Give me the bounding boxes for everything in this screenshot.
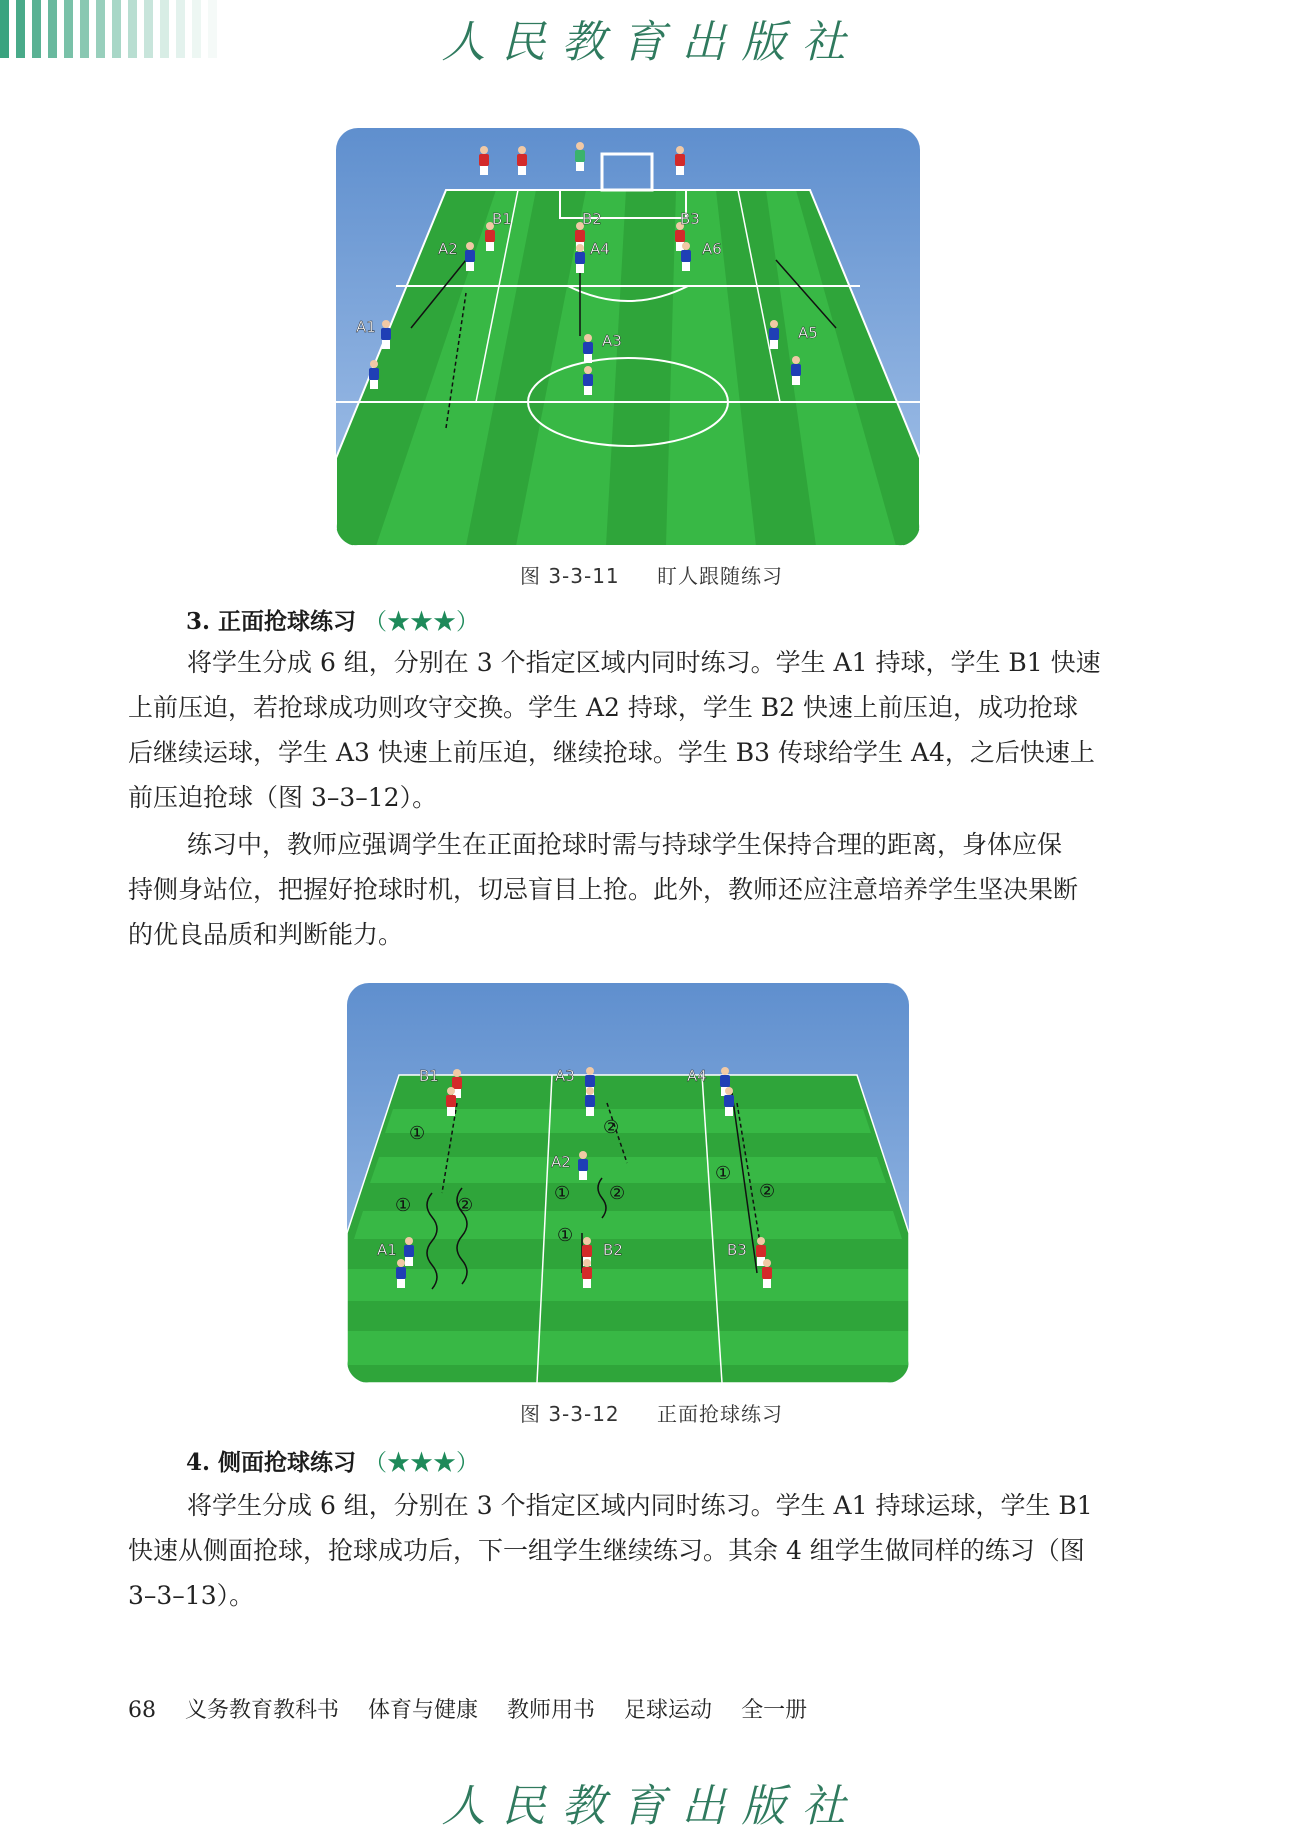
paragraph-line: 快速从侧面抢球，抢球成功后，下一组学生继续练习。其余 4 组学生做同样的练习（图: [128, 1536, 1085, 1565]
player-label: B2: [582, 210, 602, 228]
paragraph-line: 将学生分成 6 组，分别在 3 个指定区域内同时练习。学生 A1 持球运球，学生 B1: [187, 1491, 1093, 1520]
figure-1-title: 盯人跟随练习: [657, 564, 784, 588]
player-A4: [575, 244, 585, 273]
paragraph-line: 上前压迫，若抢球成功则攻守交换。学生 A2 持球，学生 B2 快速上前压迫，成功抢球: [128, 693, 1079, 722]
section-3-title: 3. 正面抢球练习: [186, 608, 357, 635]
waiting-player: [762, 1259, 772, 1288]
section-4-difficulty-stars: （★★★）: [364, 1450, 480, 1476]
publisher-logo-bottom: 人民教育出版社: [441, 1781, 862, 1832]
figure-2-caption: [0, 1398, 1303, 1427]
player-label: B3: [680, 210, 700, 228]
player-label: A3: [555, 1067, 575, 1085]
waiting-player: [585, 1087, 595, 1116]
defender-player: [675, 146, 685, 175]
paragraph-line: 的优良品质和判断能力。: [128, 920, 404, 949]
defender-player: [517, 146, 527, 175]
sequence-marker: ①: [409, 1123, 426, 1144]
player-label: A2: [551, 1153, 571, 1171]
sequence-marker: ①: [395, 1195, 412, 1216]
book-subject: 体育与健康: [368, 1698, 479, 1723]
paragraph-line: 3–3–13）。: [128, 1581, 255, 1610]
figure-marking-drill-diagram: [336, 128, 920, 546]
paragraph-line: 练习中，教师应强调学生在正面抢球时需与持球学生保持合理的距离，身体应保: [187, 830, 1063, 859]
section-4-heading: [186, 1444, 479, 1477]
waiting-player: [582, 1259, 592, 1288]
goalkeeper-player: [575, 142, 585, 171]
player-A2: [465, 242, 475, 271]
defender-player: [479, 146, 489, 175]
waiting-player: [369, 360, 379, 389]
player-A1: [381, 320, 391, 349]
sequence-marker: ①: [554, 1183, 571, 1204]
player-label: B1: [419, 1067, 439, 1085]
sequence-marker: ②: [759, 1181, 776, 1202]
page-footer: [128, 1693, 829, 1724]
paragraph-line: 前压迫抢球（图 3–3–12）。: [128, 783, 438, 812]
sequence-marker: ②: [603, 1117, 620, 1138]
waiting-player: [791, 356, 801, 385]
paragraph-line: 持侧身站位，把握好抢球时机，切忌盲目上抢。此外，教师还应注意培养学生坚决果断: [128, 875, 1079, 904]
player-label: B2: [603, 1241, 623, 1259]
player-label: A2: [438, 240, 458, 258]
section-3-heading: [186, 603, 479, 636]
paragraph-line: 后继续运球，学生 A3 快速上前压迫，继续抢球。学生 B3 传球给学生 A4，之后快速上: [128, 738, 1095, 767]
page-number: 68: [128, 1698, 156, 1723]
book-series: 义务教育教科书: [185, 1698, 340, 1723]
player-label: A5: [798, 324, 818, 342]
player-label: A4: [590, 240, 610, 258]
player-label: B1: [492, 210, 512, 228]
player-A1: [404, 1237, 414, 1266]
player-label: B3: [727, 1241, 747, 1259]
sequence-marker: ①: [557, 1225, 574, 1246]
section-3-difficulty-stars: （★★★）: [364, 609, 480, 635]
sequence-marker: ②: [609, 1183, 626, 1204]
figure-2-title: 正面抢球练习: [657, 1402, 784, 1426]
paragraph-line: 将学生分成 6 组，分别在 3 个指定区域内同时练习。学生 A1 持球，学生 B1 快速: [187, 648, 1101, 677]
player-A5: [769, 320, 779, 349]
waiting-player: [396, 1259, 406, 1288]
player-label: A6: [702, 240, 722, 258]
player-A6: [681, 242, 691, 271]
sequence-marker: ①: [715, 1163, 732, 1184]
figure-2-number: 图 3-3-12: [519, 1402, 620, 1426]
section-3-paragraph-1: [128, 640, 1128, 820]
waiting-player: [583, 366, 593, 395]
figure-1-number: 图 3-3-11: [519, 564, 620, 588]
player-A3: [583, 334, 593, 363]
player-label: A3: [602, 332, 622, 350]
waiting-player: [446, 1087, 456, 1116]
waiting-player: [724, 1087, 734, 1116]
section-4-title: 4. 侧面抢球练习: [186, 1449, 357, 1476]
sequence-marker: ②: [457, 1195, 474, 1216]
player-label: A1: [377, 1241, 397, 1259]
figure-1-caption: [0, 560, 1303, 589]
section-4-paragraph: [128, 1483, 1128, 1618]
section-3-paragraph-2: [128, 822, 1128, 957]
book-topic: 足球运动: [624, 1698, 713, 1723]
player-A2: [578, 1151, 588, 1180]
book-volume: 全一册: [741, 1698, 808, 1723]
book-type: 教师用书: [507, 1698, 596, 1723]
player-label: A1: [356, 318, 376, 336]
figure-front-tackle-diagram: [347, 983, 909, 1383]
player-label: A4: [687, 1067, 707, 1085]
publisher-logo-top: 人民教育出版社: [441, 17, 862, 68]
